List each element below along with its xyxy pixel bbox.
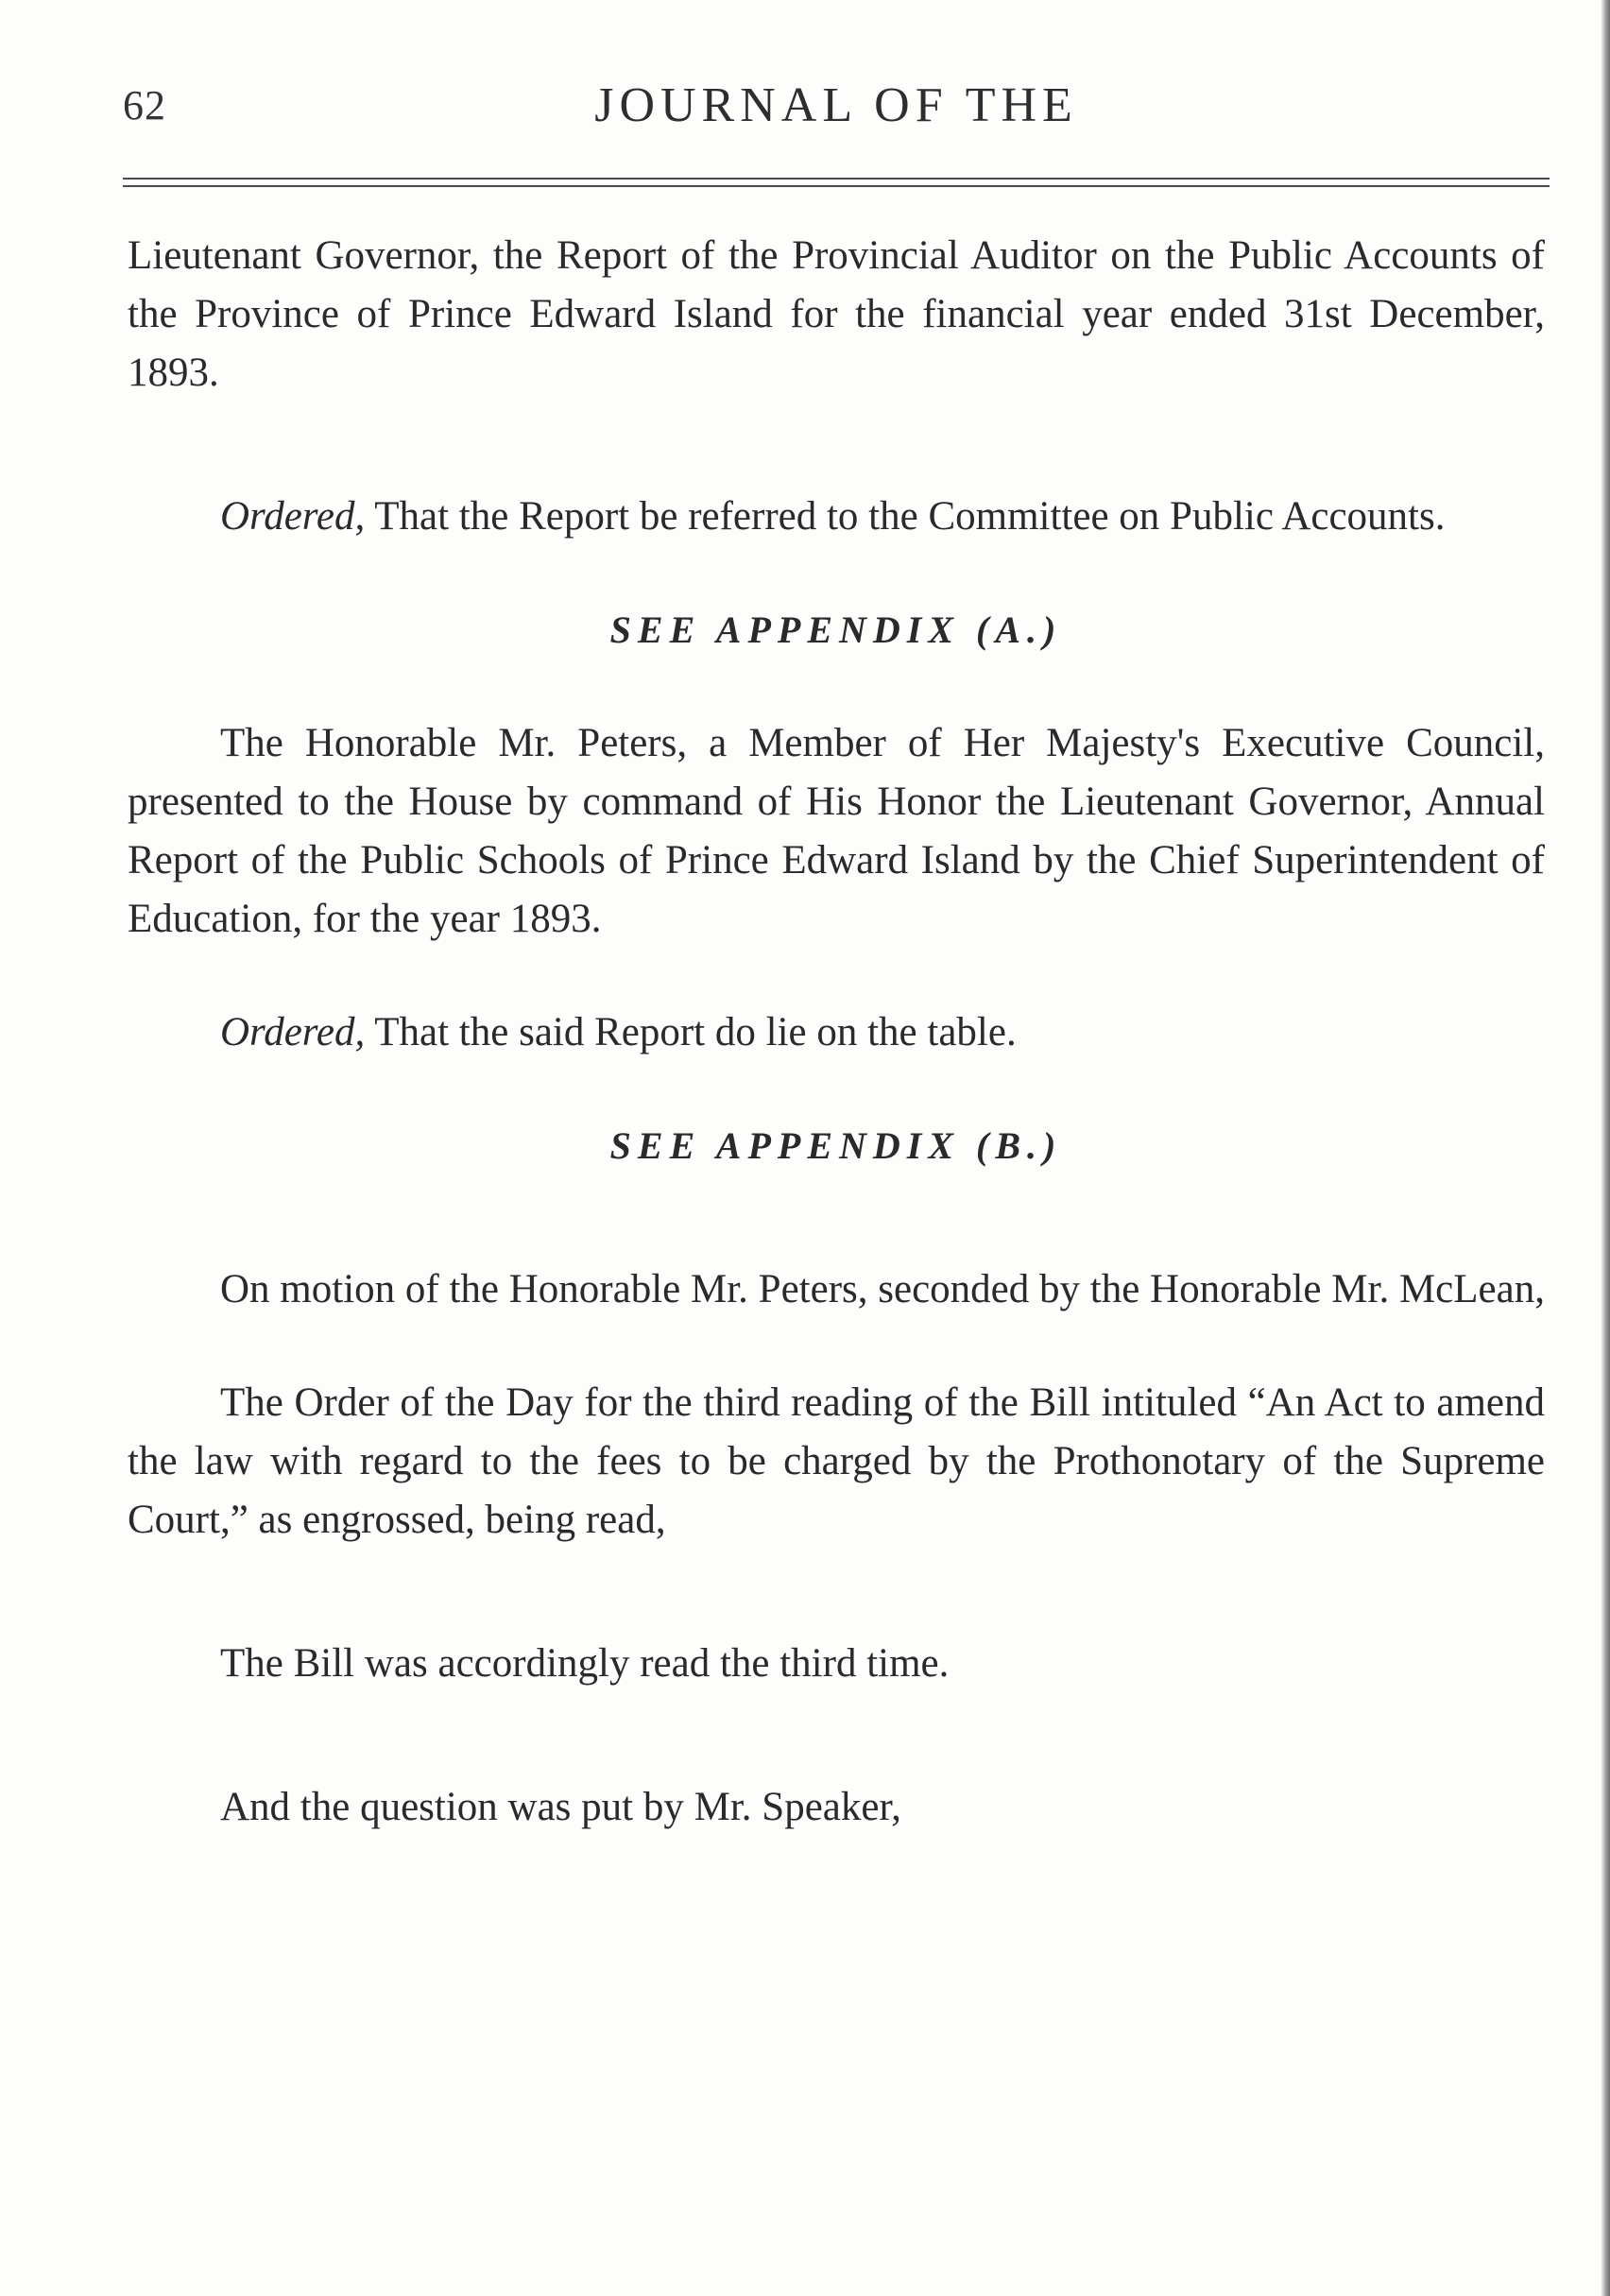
paragraph-ordered-committee <box>128 488 1545 546</box>
paragraph-schools-report: The Honorable Mr. Peters, a Member of Her Majesty's Executive Council, presented to the House by command of His Honor the Lieutenant Governor, Annual Report of the Public Schools of Prince Edward Island by the Chief Superintendent of Education, for the year 1893. <box>128 721 1545 941</box>
spacer <box>128 949 1545 1003</box>
spacer <box>128 546 1545 601</box>
spacer <box>128 1550 1545 1635</box>
ordered-text: That the said Report do lie on the table. <box>374 1010 1017 1054</box>
journal-body <box>128 227 1545 1837</box>
spacer <box>128 403 1545 488</box>
page-header <box>123 74 1550 140</box>
appendix-b-heading: SEE APPENDIX (B.) <box>609 1124 1063 1167</box>
paragraph-ordered-table <box>128 1003 1545 1062</box>
ordered-text: That the Report be referred to the Committee on Public Accounts. <box>374 494 1446 539</box>
paragraph-motion: On motion of the Honorable Mr. Peters, seconded by the Honorable Mr. McLean, <box>220 1267 1545 1311</box>
spacer <box>128 1175 1545 1260</box>
spacer <box>128 1062 1545 1117</box>
spacer <box>128 1693 1545 1778</box>
paragraph-auditor-report: Lieutenant Governor, the Report of the Provincial Auditor on the Public Accounts of the Province of Prince Edward Island for the financial year ended 31st December, 1893. <box>128 233 1545 395</box>
spacer <box>128 660 1545 714</box>
running-head: JOURNAL OF THE <box>594 78 1078 132</box>
paragraph-third-reading: The Bill was accordingly read the third time. <box>220 1641 950 1686</box>
appendix-a-heading: SEE APPENDIX (A.) <box>609 608 1063 651</box>
spacer <box>128 1319 1545 1374</box>
header-rule-top <box>123 178 1550 180</box>
ordered-lead: Ordered, <box>220 494 366 539</box>
header-rule-bottom <box>123 185 1550 187</box>
paragraph-order-of-day: The Order of the Day for the third reading of the Bill intituled “An Act to amend the law with regard to the fees to be charged by the Prothonotary of the Supreme Court,” as engrossed, being read, <box>128 1380 1545 1542</box>
paragraph-question-put: And the question was put by Mr. Speaker, <box>220 1785 901 1829</box>
page-number: 62 <box>123 82 166 129</box>
page-edge-shadow <box>1601 0 1610 2296</box>
ordered-lead: Ordered, <box>220 1010 366 1054</box>
